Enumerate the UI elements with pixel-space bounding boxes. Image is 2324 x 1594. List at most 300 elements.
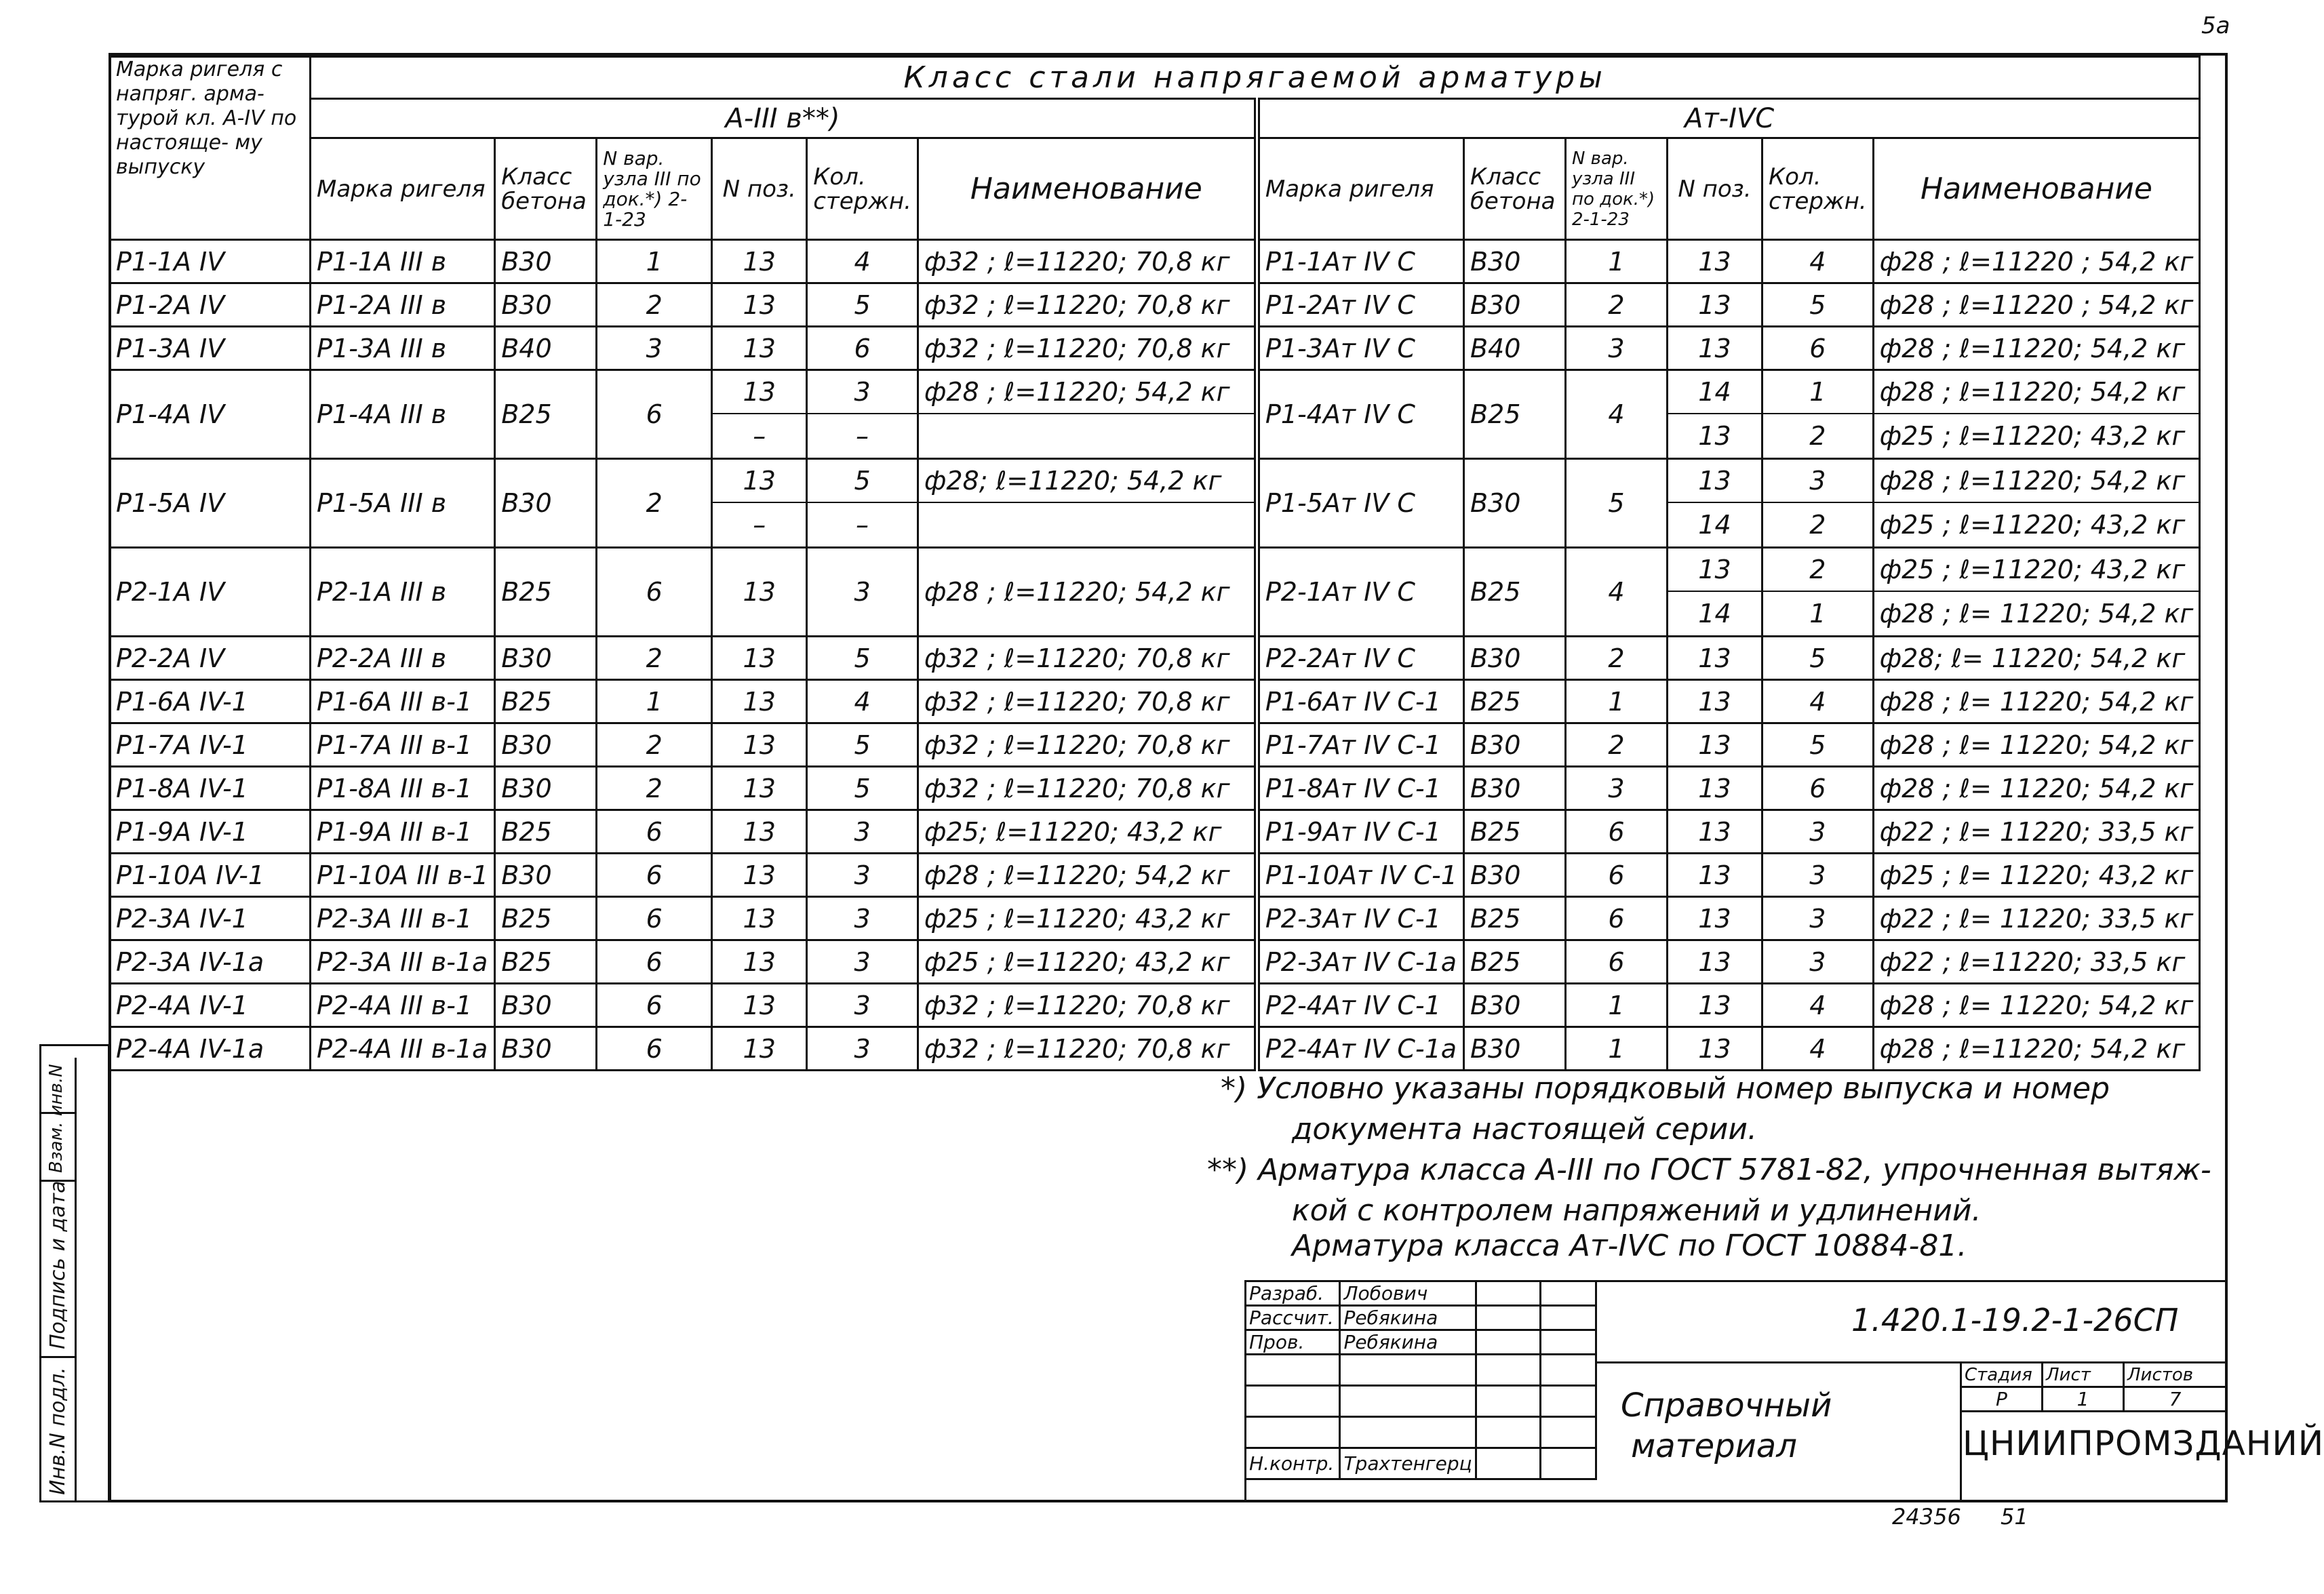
cell-left-pos: [712, 370, 807, 459]
cell-left-count: 3: [807, 854, 918, 897]
cell-left-pos: 13: [712, 940, 807, 984]
cell-left-pos-bottom: –: [713, 502, 806, 546]
cell-right-mark: Р2-2Ат IV С: [1257, 637, 1463, 680]
signature-role: Пров.: [1246, 1330, 1340, 1355]
cell-left-name: ф32 ; ℓ=11220; 70,8 кг: [918, 637, 1257, 680]
cell-left-pos: 13: [712, 767, 807, 810]
cell-right-count-bottom: 2: [1763, 502, 1872, 546]
cell-row-mark: Р2-3А IV-1а: [110, 940, 311, 984]
cell-right-pos-bottom: 13: [1668, 413, 1761, 458]
signature-date: [1540, 1281, 1596, 1306]
cell-right-name: ф28 ; ℓ=11220 ; 54,2 кг: [1873, 283, 2200, 327]
signature-role: Н.контр.: [1246, 1448, 1340, 1479]
cell-left-mark: Р2-1А III в: [311, 548, 495, 637]
cell-row-mark: Р1-7А IV-1: [110, 723, 311, 767]
cell-left-pos: 13: [712, 1027, 807, 1071]
title-line-1: Справочный: [1621, 1387, 1832, 1424]
cell-left-pos: 13: [712, 637, 807, 680]
cell-row-mark: Р1-6А IV-1: [110, 680, 311, 723]
cell-right-concrete: В30: [1463, 723, 1565, 767]
cell-right-name: [1873, 370, 2200, 459]
cell-right-variant: 6: [1565, 854, 1667, 897]
cell-left-count: 6: [807, 327, 918, 370]
signature-name: Лобович: [1340, 1281, 1476, 1306]
cell-right-concrete: В30: [1463, 767, 1565, 810]
stage-value: Р: [1961, 1387, 2043, 1412]
cell-right-count: 3: [1762, 810, 1873, 854]
cell-right-name: [1873, 548, 2200, 637]
cell-right-concrete: В40: [1463, 327, 1565, 370]
cell-left-concrete: В30: [495, 283, 597, 327]
cell-right-name-top: ф28 ; ℓ=11220; 54,2 кг: [1879, 466, 2186, 496]
cell-left-mark: Р2-2А III в: [311, 637, 495, 680]
cell-right-concrete: В30: [1463, 240, 1565, 283]
table-row: [110, 723, 2200, 767]
signature-sign: [1476, 1448, 1540, 1479]
cell-left-variant: 6: [597, 984, 712, 1027]
cell-right-name-top: ф28 ; ℓ=11220; 54,2 кг: [1879, 377, 2186, 407]
cell-right-variant: 1: [1565, 984, 1667, 1027]
header-name-left: Наименование: [918, 138, 1257, 240]
cell-left-count: 5: [807, 283, 918, 327]
cell-left-count: [807, 370, 918, 459]
signature-date: [1540, 1386, 1596, 1417]
header-mark-current-issue: Марка ригеля с напряг. арма- турой кл. А-IV по настояще- му выпуску: [110, 57, 311, 240]
note-line: *) Условно указаны порядковый номер выпуска и номер: [1221, 1071, 2110, 1106]
cell-right-pos: 13: [1667, 283, 1762, 327]
cell-left-name: [918, 370, 1257, 459]
cell-right-count: 5: [1762, 723, 1873, 767]
cell-left-count-top: 3: [854, 377, 871, 407]
stage-label: Стадия: [1961, 1363, 2043, 1387]
cell-left-mark: Р1-10А III в-1: [311, 854, 495, 897]
cell-right-name: ф28 ; ℓ= 11220; 54,2 кг: [1873, 680, 2200, 723]
cell-left-name: ф32 ; ℓ=11220; 70,8 кг: [918, 984, 1257, 1027]
signature-row: [1246, 1417, 1596, 1448]
cell-left-count: 3: [807, 1027, 918, 1071]
signature-role: [1246, 1417, 1340, 1448]
cell-row-mark: Р1-1А IV: [110, 240, 311, 283]
cell-left-concrete: В30: [495, 459, 597, 548]
table-row: [110, 327, 2200, 370]
cell-right-concrete: В25: [1463, 940, 1565, 984]
cell-left-concrete: В25: [495, 548, 597, 637]
cell-left-name: ф32 ; ℓ=11220; 70,8 кг: [918, 1027, 1257, 1071]
title-block-signatures: [1244, 1280, 1597, 1480]
table-row: [110, 854, 2200, 897]
cell-row-mark: Р1-3А IV: [110, 327, 311, 370]
cell-left-variant: 6: [597, 810, 712, 854]
cell-left-name-top: ф28; ℓ=11220; 54,2 кг: [924, 466, 1222, 496]
cell-left-count: 3: [807, 810, 918, 854]
cell-row-mark: Р1-4А IV: [110, 370, 311, 459]
cell-left-pos: 13: [712, 548, 807, 637]
header-mark-left: Марка ригеля: [311, 138, 495, 240]
cell-right-count-bottom: 1: [1763, 591, 1872, 635]
cell-left-variant: 2: [597, 459, 712, 548]
cell-left-name: ф28 ; ℓ=11220; 54,2 кг: [918, 548, 1257, 637]
cell-right-mark: Р1-10Ат IV С-1: [1257, 854, 1463, 897]
cell-row-mark: Р1-9А IV-1: [110, 810, 311, 854]
cell-right-variant: 6: [1565, 810, 1667, 854]
signature-date: [1540, 1330, 1596, 1355]
cell-left-mark: Р1-5А III в: [311, 459, 495, 548]
cell-right-variant: 6: [1565, 940, 1667, 984]
cell-left-mark: Р1-7А III в-1: [311, 723, 495, 767]
header-count-left: Кол. стержн.: [807, 138, 918, 240]
cell-right-count: 6: [1762, 327, 1873, 370]
cell-left-count: 4: [807, 680, 918, 723]
cell-right-name-bottom: ф25 ; ℓ=11220; 43,2 кг: [1874, 413, 2199, 458]
cell-right-variant: 2: [1565, 637, 1667, 680]
cell-row-mark: Р2-1А IV: [110, 548, 311, 637]
signature-date: [1540, 1355, 1596, 1386]
page-number: 5a: [2201, 12, 2230, 39]
header-variant-left: N вар. узла III по док.*) 2-1-23: [597, 138, 712, 240]
cell-right-count: 3: [1762, 854, 1873, 897]
cell-left-concrete: В25: [495, 940, 597, 984]
cell-left-pos: 13: [712, 810, 807, 854]
note-line: **) Арматура класса А-III по ГОСТ 5781-82, упрочненная вытяж-: [1207, 1153, 2211, 1187]
cell-right-count: 4: [1762, 680, 1873, 723]
header-name-right: Наименование: [1873, 138, 2200, 240]
cell-right-mark: Р1-6Ат IV С-1: [1257, 680, 1463, 723]
cell-right-variant: 1: [1565, 240, 1667, 283]
cell-right-pos: [1667, 548, 1762, 637]
signature-row: [1246, 1306, 1596, 1330]
header-group-a3: А-III в**): [311, 99, 1257, 138]
cell-left-count-bottom: –: [808, 413, 917, 458]
cell-left-pos: 13: [712, 723, 807, 767]
cell-right-pos: 13: [1667, 637, 1762, 680]
side-stamp-divider-3: [39, 1356, 75, 1358]
cell-left-count: 5: [807, 767, 918, 810]
cell-right-pos-top: 13: [1698, 555, 1731, 584]
header-group-at4c: Ат-IVС: [1257, 99, 2200, 138]
signature-row: [1246, 1448, 1596, 1479]
cell-right-count: 6: [1762, 767, 1873, 810]
cell-right-mark: Р2-3Ат IV С-1а: [1257, 940, 1463, 984]
cell-left-name: ф25 ; ℓ=11220; 43,2 кг: [918, 897, 1257, 940]
cell-left-concrete: В40: [495, 327, 597, 370]
sheet-label: Лист: [2043, 1363, 2124, 1387]
cell-left-pos-top: 13: [743, 377, 776, 407]
cell-right-name: ф22 ; ℓ=11220; 33,5 кг: [1873, 940, 2200, 984]
cell-right-pos: 13: [1667, 1027, 1762, 1071]
header-pos-right: N поз.: [1667, 138, 1762, 240]
cell-left-name: ф28 ; ℓ=11220; 54,2 кг: [918, 854, 1257, 897]
cell-left-mark: Р1-1А III в: [311, 240, 495, 283]
cell-left-variant: 3: [597, 327, 712, 370]
cell-right-pos: 13: [1667, 240, 1762, 283]
cell-right-count-top: 2: [1809, 555, 1826, 584]
cell-left-variant: 6: [597, 548, 712, 637]
signature-name: Ребякина: [1340, 1330, 1476, 1355]
cell-right-pos: 13: [1667, 940, 1762, 984]
cell-left-pos: 13: [712, 327, 807, 370]
table-row: [110, 680, 2200, 723]
cell-right-pos: 13: [1667, 767, 1762, 810]
table-row: [110, 897, 2200, 940]
cell-right-count: 3: [1762, 897, 1873, 940]
cell-left-concrete: В30: [495, 984, 597, 1027]
cell-left-concrete: В25: [495, 680, 597, 723]
signature-row: [1246, 1355, 1596, 1386]
cell-left-concrete: В30: [495, 1027, 597, 1071]
cell-left-name-bottom: [919, 413, 1254, 458]
cell-row-mark: Р1-10А IV-1: [110, 854, 311, 897]
cell-left-count: 3: [807, 548, 918, 637]
table-row: [110, 940, 2200, 984]
cell-right-name: ф28; ℓ= 11220; 54,2 кг: [1873, 637, 2200, 680]
signature-name: Ребякина: [1340, 1306, 1476, 1330]
cell-left-mark: Р2-4А III в-1: [311, 984, 495, 1027]
table-row: [110, 240, 2200, 283]
cell-left-variant: 2: [597, 723, 712, 767]
sheet-value: 1: [2043, 1387, 2124, 1412]
cell-right-concrete: В25: [1463, 680, 1565, 723]
cell-left-count-top: 5: [854, 466, 871, 496]
cell-right-variant: 6: [1565, 897, 1667, 940]
sheets-value: 7: [2124, 1387, 2227, 1412]
footer-page: 51: [2001, 1504, 2028, 1530]
cell-row-mark: Р2-3А IV-1: [110, 897, 311, 940]
side-label-replace: Взам. инв.N: [46, 1064, 66, 1173]
signature-date: [1540, 1306, 1596, 1330]
cell-right-pos-top: 14: [1698, 377, 1731, 407]
cell-right-mark: Р1-5Ат IV С: [1257, 459, 1463, 548]
cell-left-pos: 13: [712, 897, 807, 940]
cell-row-mark: Р1-8А IV-1: [110, 767, 311, 810]
cell-right-name: ф28 ; ℓ=11220; 54,2 кг: [1873, 1027, 2200, 1071]
cell-left-concrete: В30: [495, 854, 597, 897]
cell-left-variant: 1: [597, 680, 712, 723]
cell-left-name: ф32 ; ℓ=11220; 70,8 кг: [918, 767, 1257, 810]
cell-left-count: 5: [807, 637, 918, 680]
signature-row: [1246, 1386, 1596, 1417]
footer-code: 24356: [1892, 1504, 1961, 1530]
cell-right-mark: Р1-1Ат IV С: [1257, 240, 1463, 283]
cell-left-count: [807, 459, 918, 548]
side-label-sign: Подпись и дата: [46, 1180, 70, 1349]
signature-sign: [1476, 1306, 1540, 1330]
cell-left-name-bottom: [919, 502, 1254, 546]
cell-right-name: ф28 ; ℓ=11220; 54,2 кг: [1873, 327, 2200, 370]
cell-right-count: 4: [1762, 1027, 1873, 1071]
cell-right-concrete: В25: [1463, 548, 1565, 637]
cell-left-variant: 6: [597, 370, 712, 459]
cell-right-name: ф28 ; ℓ= 11220; 54,2 кг: [1873, 984, 2200, 1027]
cell-right-pos: 13: [1667, 723, 1762, 767]
signature-sign: [1476, 1281, 1540, 1306]
cell-left-name: ф32 ; ℓ=11220; 70,8 кг: [918, 327, 1257, 370]
signature-role: Рассчит.: [1246, 1306, 1340, 1330]
designation: 1.420.1-19.2-1-26СП: [1851, 1302, 2179, 1338]
cell-left-mark: Р2-3А III в-1а: [311, 940, 495, 984]
cell-left-count: 4: [807, 240, 918, 283]
cell-right-pos: 13: [1667, 854, 1762, 897]
cell-left-mark: Р1-6А III в-1: [311, 680, 495, 723]
cell-right-variant: 2: [1565, 723, 1667, 767]
cell-right-pos: 13: [1667, 984, 1762, 1027]
cell-right-pos: 13: [1667, 897, 1762, 940]
cell-left-name: ф25; ℓ=11220; 43,2 кг: [918, 810, 1257, 854]
signature-sign: [1476, 1330, 1540, 1355]
cell-left-pos: [712, 459, 807, 548]
reinforcement-table: [109, 56, 2201, 1071]
cell-right-name-top: ф25 ; ℓ=11220; 43,2 кг: [1879, 555, 2186, 584]
cell-left-variant: 2: [597, 283, 712, 327]
cell-left-mark: Р2-4А III в-1а: [311, 1027, 495, 1071]
cell-right-name: ф25 ; ℓ= 11220; 43,2 кг: [1873, 854, 2200, 897]
cell-right-variant: 3: [1565, 767, 1667, 810]
signature-role: [1246, 1386, 1340, 1417]
cell-right-mark: Р1-3Ат IV С: [1257, 327, 1463, 370]
cell-right-name-bottom: ф28 ; ℓ= 11220; 54,2 кг: [1874, 591, 2199, 635]
cell-right-mark: Р1-4Ат IV С: [1257, 370, 1463, 459]
cell-left-concrete: В30: [495, 767, 597, 810]
header-variant-right: N вар. узла III по док.*) 2-1-23: [1565, 138, 1667, 240]
cell-right-mark: Р2-3Ат IV С-1: [1257, 897, 1463, 940]
cell-right-count: 5: [1762, 283, 1873, 327]
cell-right-concrete: В25: [1463, 897, 1565, 940]
cell-right-concrete: В25: [1463, 370, 1565, 459]
cell-left-concrete: В30: [495, 637, 597, 680]
cell-left-variant: 6: [597, 940, 712, 984]
side-label-inv: Инв.N подл.: [46, 1367, 70, 1495]
table-row: [110, 283, 2200, 327]
cell-right-variant: 3: [1565, 327, 1667, 370]
header-concrete-left: Класс бетона: [495, 138, 597, 240]
cell-right-mark: Р1-2Ат IV С: [1257, 283, 1463, 327]
cell-right-count: [1762, 459, 1873, 548]
signature-sign: [1476, 1417, 1540, 1448]
signature-date: [1540, 1417, 1596, 1448]
signature-date: [1540, 1448, 1596, 1479]
cell-right-count-top: 3: [1809, 466, 1826, 496]
cell-row-mark: Р1-5А IV: [110, 459, 311, 548]
cell-left-count-bottom: –: [808, 502, 917, 546]
table-row: [110, 459, 2200, 548]
signature-row: [1246, 1330, 1596, 1355]
table-row: [110, 370, 2200, 459]
cell-right-concrete: В30: [1463, 459, 1565, 548]
cell-right-pos-top: 13: [1698, 466, 1731, 496]
cell-left-concrete: В25: [495, 370, 597, 459]
note-line: документа настоящей серии.: [1292, 1112, 1757, 1147]
signature-role: [1246, 1355, 1340, 1386]
cell-left-concrete: В30: [495, 723, 597, 767]
cell-right-mark: Р1-9Ат IV С-1: [1257, 810, 1463, 854]
cell-right-count: 3: [1762, 940, 1873, 984]
cell-row-mark: Р2-4А IV-1а: [110, 1027, 311, 1071]
cell-left-mark: Р1-4А III в: [311, 370, 495, 459]
cell-row-mark: Р1-2А IV: [110, 283, 311, 327]
cell-left-count: 5: [807, 723, 918, 767]
cell-left-mark: Р2-3А III в-1: [311, 897, 495, 940]
cell-right-name: ф28 ; ℓ= 11220; 54,2 кг: [1873, 767, 2200, 810]
cell-right-name: ф28 ; ℓ= 11220; 54,2 кг: [1873, 723, 2200, 767]
cell-right-count: 4: [1762, 984, 1873, 1027]
cell-right-mark: Р2-4Ат IV С-1: [1257, 984, 1463, 1027]
cell-left-mark: Р1-9А III в-1: [311, 810, 495, 854]
cell-right-pos: [1667, 370, 1762, 459]
stage-table: [1960, 1361, 2228, 1412]
signature-name: Трахтенгерц: [1340, 1448, 1476, 1479]
cell-right-concrete: В30: [1463, 1027, 1565, 1071]
header-pos-left: N поз.: [712, 138, 807, 240]
cell-left-variant: 6: [597, 897, 712, 940]
cell-right-variant: 2: [1565, 283, 1667, 327]
cell-right-mark: Р1-8Ат IV С-1: [1257, 767, 1463, 810]
cell-left-pos-bottom: –: [713, 413, 806, 458]
cell-left-count: 3: [807, 940, 918, 984]
header-mark-right: Марка ригеля: [1257, 138, 1463, 240]
signature-name: [1340, 1417, 1476, 1448]
cell-left-name: ф32 ; ℓ=11220; 70,8 кг: [918, 283, 1257, 327]
cell-right-concrete: В30: [1463, 984, 1565, 1027]
cell-right-pos: 13: [1667, 327, 1762, 370]
cell-right-name-bottom: ф25 ; ℓ=11220; 43,2 кг: [1874, 502, 2199, 546]
header-steel-class: Класс стали напрягаемой арматуры: [311, 57, 2200, 99]
cell-right-concrete: В30: [1463, 637, 1565, 680]
cell-row-mark: Р2-4А IV-1: [110, 984, 311, 1027]
table-row: [110, 637, 2200, 680]
cell-left-concrete: В25: [495, 810, 597, 854]
cell-left-pos-top: 13: [743, 466, 776, 496]
cell-right-name: ф22 ; ℓ= 11220; 33,5 кг: [1873, 897, 2200, 940]
table-row: [110, 1027, 2200, 1071]
cell-right-variant: 5: [1565, 459, 1667, 548]
cell-right-pos-bottom: 14: [1668, 591, 1761, 635]
cell-left-pos: 13: [712, 984, 807, 1027]
cell-left-variant: 6: [597, 1027, 712, 1071]
cell-right-count: [1762, 548, 1873, 637]
cell-right-count: 5: [1762, 637, 1873, 680]
cell-right-concrete: В30: [1463, 283, 1565, 327]
cell-left-name: ф32 ; ℓ=11220; 70,8 кг: [918, 680, 1257, 723]
cell-right-count-top: 1: [1809, 377, 1826, 407]
cell-right-mark: Р1-7Ат IV С-1: [1257, 723, 1463, 767]
cell-left-name: ф32 ; ℓ=11220; 70,8 кг: [918, 240, 1257, 283]
cell-row-mark: Р2-2А IV: [110, 637, 311, 680]
cell-left-name-top: ф28 ; ℓ=11220; 54,2 кг: [924, 377, 1230, 407]
cell-right-pos: [1667, 459, 1762, 548]
note-line: кой с контролем напряжений и удлинений.: [1292, 1193, 1982, 1228]
cell-right-pos-bottom: 14: [1668, 502, 1761, 546]
cell-left-pos: 13: [712, 680, 807, 723]
cell-left-variant: 1: [597, 240, 712, 283]
signature-row: [1246, 1281, 1596, 1306]
sheets-label: Листов: [2124, 1363, 2227, 1387]
organization: ЦНИИПРОМЗДАНИЙ: [1963, 1424, 2324, 1463]
cell-right-concrete: В25: [1463, 810, 1565, 854]
cell-left-name: [918, 459, 1257, 548]
cell-left-concrete: В30: [495, 240, 597, 283]
cell-right-count: 4: [1762, 240, 1873, 283]
cell-right-count: [1762, 370, 1873, 459]
cell-left-count: 3: [807, 897, 918, 940]
cell-left-mark: Р1-3А III в: [311, 327, 495, 370]
cell-left-pos: 13: [712, 240, 807, 283]
note-line: Арматура класса Ат-IVС по ГОСТ 10884-81.: [1292, 1229, 1967, 1263]
cell-right-variant: 4: [1565, 370, 1667, 459]
table-row: [110, 548, 2200, 637]
signature-name: [1340, 1355, 1476, 1386]
cell-right-count-bottom: 2: [1763, 413, 1872, 458]
header-concrete-right: Класс бетона: [1463, 138, 1565, 240]
cell-left-variant: 6: [597, 854, 712, 897]
